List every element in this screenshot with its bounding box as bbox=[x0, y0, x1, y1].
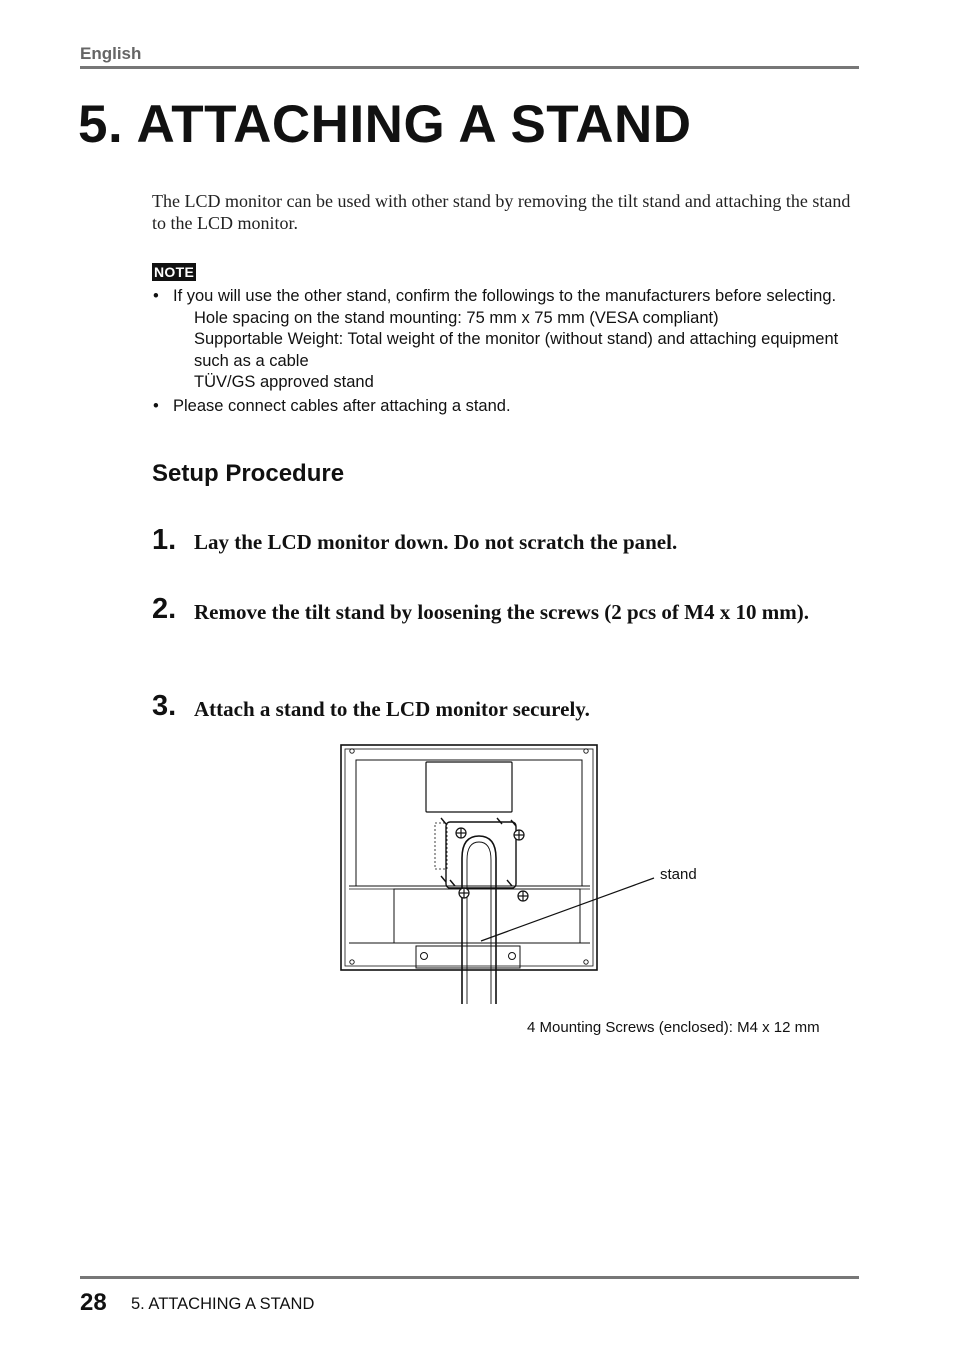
screw-icon bbox=[459, 888, 469, 898]
page-title: 5. ATTACHING A STAND bbox=[78, 95, 692, 154]
setup-heading: Setup Procedure bbox=[152, 460, 345, 487]
header-rule bbox=[80, 66, 859, 69]
bullet-icon: • bbox=[153, 287, 159, 305]
note-item-1-text: If you will use the other stand, confirm the followings to the manufacturers before selecting. bbox=[173, 287, 837, 305]
footer-rule bbox=[80, 1276, 859, 1279]
step-2-text: Remove the tilt stand by loosening the screws (2 pcs of M4 x 10 mm). bbox=[194, 600, 809, 624]
screw-icon bbox=[518, 891, 528, 901]
language-label: English bbox=[80, 44, 142, 63]
page-number: 28 bbox=[80, 1289, 107, 1316]
figure-caption: 4 Mounting Screws (enclosed): M4 x 12 mm bbox=[527, 1019, 820, 1036]
stand-callout-label: stand bbox=[660, 866, 697, 883]
screw-icon bbox=[456, 828, 466, 838]
note-sublist bbox=[194, 308, 853, 394]
note-item-2-text: Please connect cables after attaching a stand. bbox=[173, 396, 511, 415]
footer-section-title: 5. ATTACHING A STAND bbox=[131, 1295, 315, 1313]
note-sub-hole-spacing: Hole spacing on the stand mounting: 75 mm x 75 mm (VESA compliant) bbox=[194, 308, 719, 327]
note-item-1 bbox=[153, 286, 853, 308]
step-1-text: Lay the LCD monitor down. Do not scratch the panel. bbox=[194, 530, 678, 554]
bullet-icon: • bbox=[153, 396, 159, 415]
step-3-number: 3. bbox=[152, 690, 177, 722]
note-list bbox=[153, 286, 853, 417]
note-item-2 bbox=[153, 396, 853, 418]
step-1-number: 1. bbox=[152, 524, 177, 556]
step-3-text: Attach a stand to the LCD monitor securely. bbox=[194, 697, 590, 721]
note-sub-tuv: TÜV/GS approved stand bbox=[194, 373, 374, 391]
step-2-number: 2. bbox=[152, 593, 177, 625]
note-badge: NOTE bbox=[154, 264, 195, 280]
intro-paragraph: The LCD monitor can be used with other stand by removing the tilt stand and attaching the stand to the LCD monitor. bbox=[152, 191, 851, 233]
screw-icon bbox=[514, 830, 524, 840]
note-sub-weight: Supportable Weight: Total weight of the monitor (without stand) and attaching equipment such as a cable bbox=[194, 330, 839, 370]
